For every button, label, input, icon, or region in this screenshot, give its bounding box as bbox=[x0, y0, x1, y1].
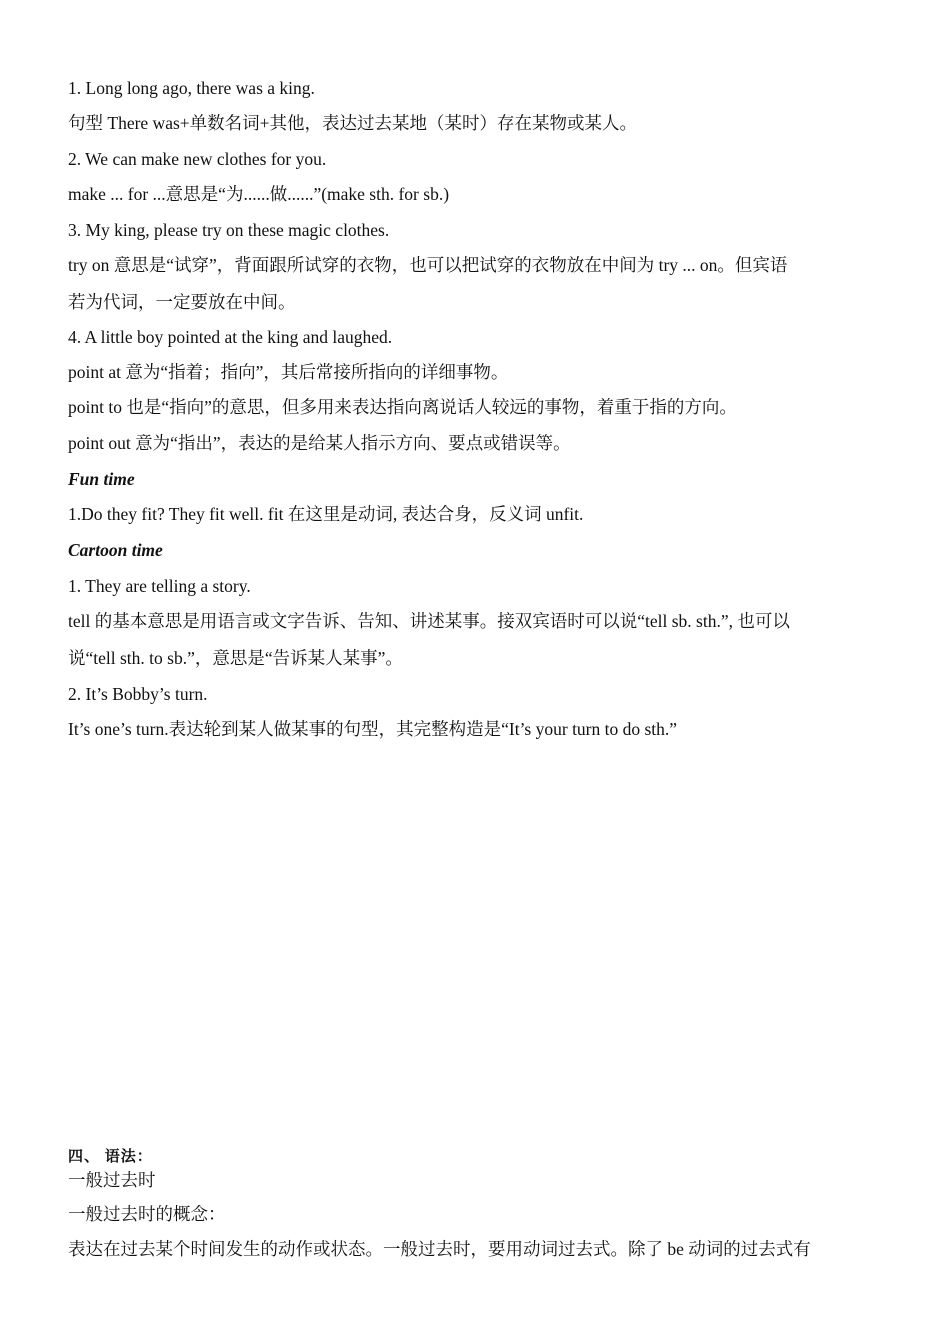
lesson-line-8: 4. A little boy pointed at the king and laughed. bbox=[68, 327, 393, 347]
cartoon-time-line-3: 说“tell sth. to sb.”，意思是“告诉某人某事”。 bbox=[68, 648, 403, 668]
lesson-line-7: 若为代词，一定要放在中间。 bbox=[68, 292, 296, 312]
lesson-line-10: point to 也是“指向”的意思，但多用来表达指向离说话人较远的事物，着重于指的方向。 bbox=[68, 397, 737, 417]
lesson-line-9: point at 意为“指着；指向”，其后常接所指向的详细事物。 bbox=[68, 362, 509, 382]
fun-time-heading: Fun time bbox=[68, 469, 135, 489]
lesson-line-11: point out 意为“指出”，表达的是给某人指示方向、要点或错误等。 bbox=[68, 433, 571, 453]
grammar-line-1: 一般过去时 bbox=[68, 1170, 156, 1190]
lesson-line-3: 2. We can make new clothes for you. bbox=[68, 149, 327, 169]
cartoon-time-line-4: 2. It’s Bobby’s turn. bbox=[68, 684, 208, 704]
lesson-line-5: 3. My king, please try on these magic clothes. bbox=[68, 220, 390, 240]
cartoon-time-line-5: It’s one’s turn.表达轮到某人做某事的句型，其完整构造是“It’s your turn to do sth.” bbox=[68, 719, 678, 739]
cartoon-time-heading: Cartoon time bbox=[68, 540, 163, 560]
lesson-line-6: try on 意思是“试穿”，背面跟所试穿的衣物，也可以把试穿的衣物放在中间为 try ... on。但宾语 bbox=[68, 255, 788, 275]
fun-time-line-1: 1.Do they fit? They fit well. fit 在这里是动词, 表达合身，反义词 unfit. bbox=[68, 504, 584, 524]
lesson-line-1: 1. Long long ago, there was a king. bbox=[68, 78, 315, 98]
lesson-line-4: make ... for ...意思是“为......做......”(make sth. for sb.) bbox=[68, 184, 450, 204]
cartoon-time-line-2: tell 的基本意思是用语言或文字告诉、告知、讲述某事。接双宾语时可以说“tell sb. sth.”, 也可以 bbox=[68, 611, 790, 631]
grammar-line-2: 一般过去时的概念： bbox=[68, 1204, 226, 1224]
lesson-line-2: 句型 There was+单数名词+其他，表达过去某地（某时）存在某物或某人。 bbox=[68, 113, 638, 133]
cartoon-time-line-1: 1. They are telling a story. bbox=[68, 576, 251, 596]
grammar-line-3: 表达在过去某个时间发生的动作或状态。一般过去时，要用动词过去式。除了 be 动词的过去式有 bbox=[68, 1239, 811, 1259]
grammar-section-title: 四、 语法： bbox=[68, 1149, 153, 1165]
